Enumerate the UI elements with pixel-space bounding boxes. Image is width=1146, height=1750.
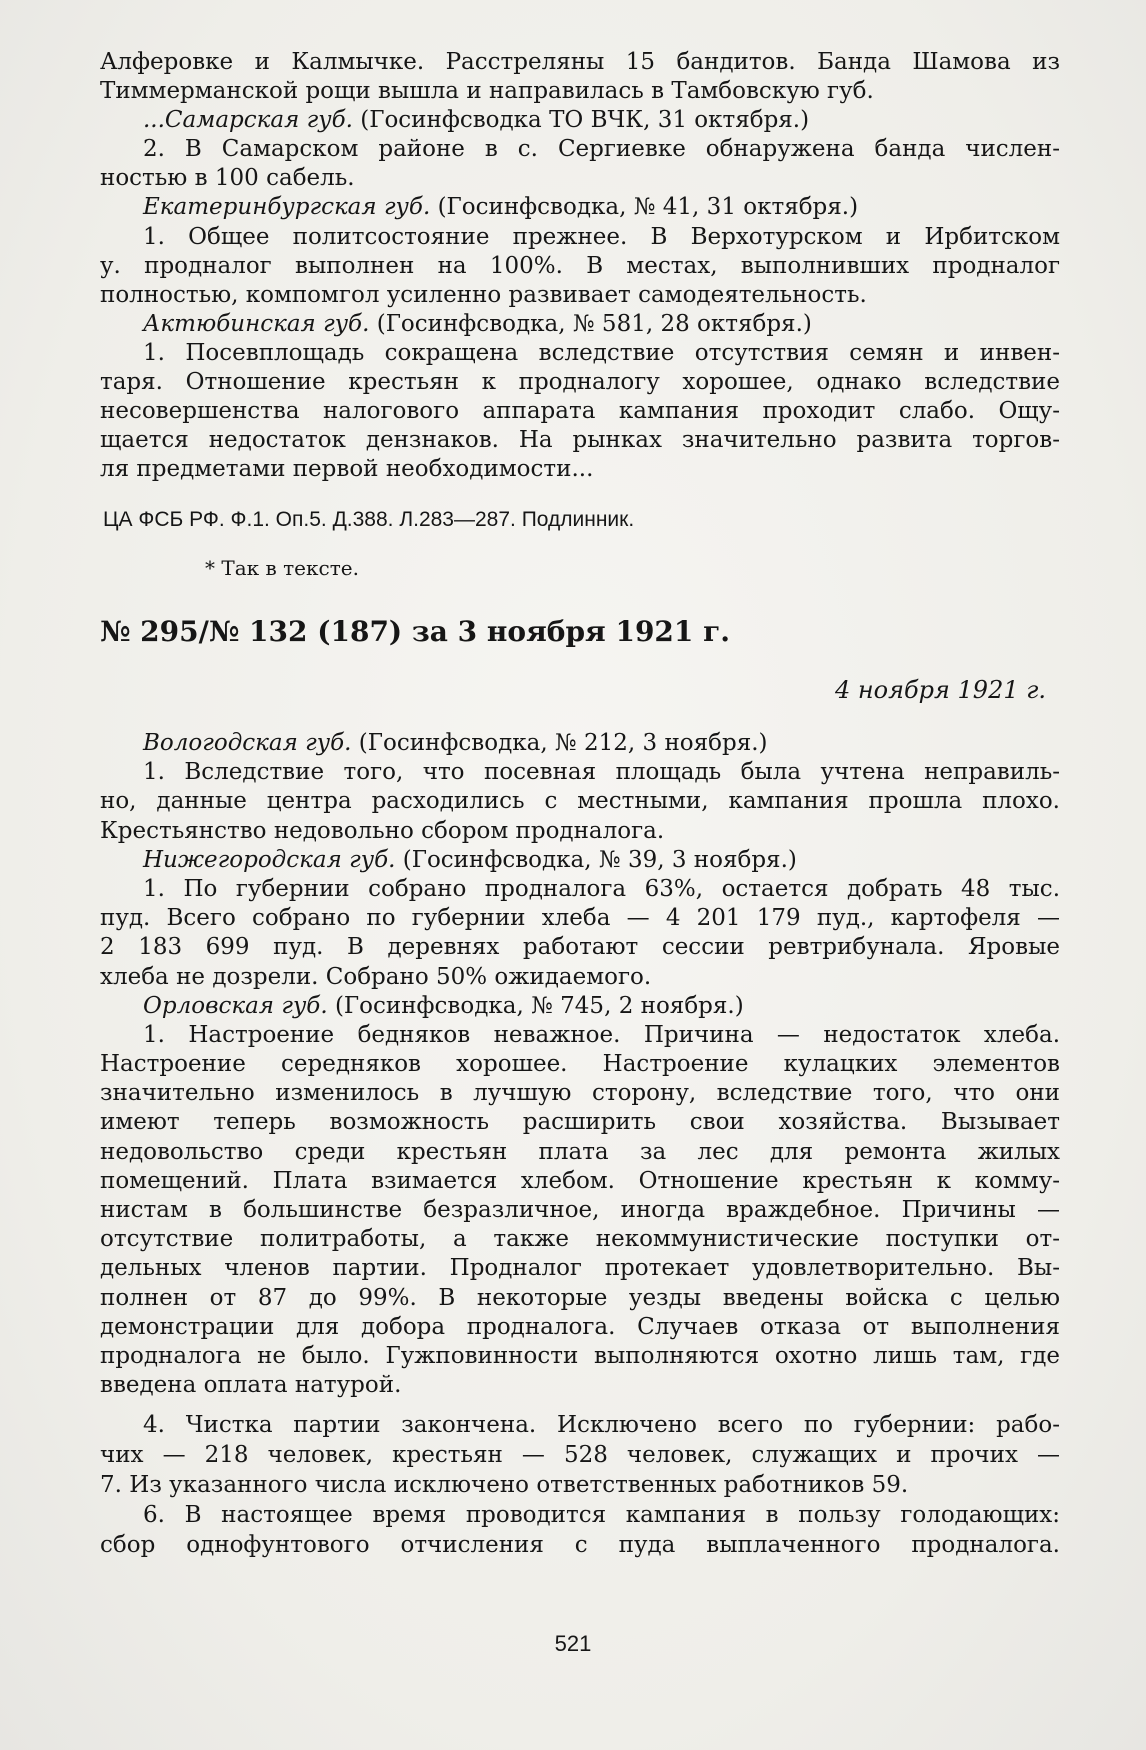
text-line: 1. Настроение бедняков неважное. Причина — недостаток хлеба. — [143, 1021, 1060, 1048]
document-body-continued — [100, 1410, 1060, 1560]
text-line: полностью, компомгол усиленно развивает самодеятельность. — [100, 281, 867, 308]
text-line: хлеба не дозрели. Собрано 50% ожидаемого. — [100, 963, 652, 990]
archive-reference: ЦА ФСБ РФ. Ф.1. Оп.5. Д.388. Л.283—287. Подлинник. — [103, 508, 635, 531]
document-heading: № 295/№ 132 (187) за 3 ноября 1921 г. — [100, 615, 731, 648]
region-source-line — [100, 106, 1060, 135]
text-line: щается недостаток дензнаков. На рынках значительно развита торгов- — [100, 427, 1060, 454]
region-name: Орловская губ. — [143, 992, 328, 1019]
text-line: 7. Из указанного числа исключено ответственных работников 59. — [100, 1472, 909, 1498]
text-line: у. продналог выполнен на 100%. В местах, выполнивших продналог — [100, 252, 1060, 279]
text-line: 1. По губернии собрано продналога 63%, остается добрать 48 тыс. — [143, 875, 1060, 902]
text-line: полнен от 87 до 99%. В некоторые уезды введены войска с целью — [100, 1284, 1060, 1311]
text-line: демонстрации для добора продналога. Случаев отказа от выполнения — [100, 1313, 1060, 1340]
region-source-line — [100, 729, 1060, 758]
text-line: но, данные центра расходились с местными, кампания прошла плохо. — [100, 788, 1060, 815]
text-line: несовершенства налогового аппарата кампания проходит слабо. Ощу- — [100, 398, 1060, 425]
text-line: недовольство среди крестьян плата за лес для ремонта жилых — [100, 1138, 1060, 1165]
source-reference: (Госинфсводка ТО ВЧК, 31 октября.) — [352, 107, 810, 134]
text-line: Алферовке и Калмычке. Расстреляны 15 бандитов. Банда Шамова из — [100, 49, 1060, 75]
text-line: 2 183 699 пуд. В деревнях работают сессии ревтрибунала. Яровые — [100, 934, 1060, 961]
text-line: ля предметами первой необходимости... — [100, 456, 594, 483]
text-line: ностью в 100 сабель. — [100, 165, 355, 192]
source-reference: (Госинфсводка, № 39, 3 ноября.) — [395, 846, 797, 873]
document-date: 4 ноября 1921 г. — [834, 676, 1046, 704]
text-line: таря. Отношение крестьян к продналогу хорошее, однако вследствие — [100, 369, 1060, 396]
text-line: 1. Посевплощадь сокращена вследствие отсутствия семян и инвен- — [143, 339, 1060, 366]
source-reference: (Госинфсводка, № 41, 31 октября.) — [430, 194, 859, 221]
text-line: отсутствие политработы, а также некоммунистические поступки от- — [100, 1226, 1060, 1253]
text-line: 4. Чистка партии закончена. Исключено всего по губернии: рабо- — [143, 1412, 1060, 1438]
text-line: дельных членов партии. Продналог протекает удовлетворительно. Вы- — [100, 1255, 1060, 1282]
region-source-line — [100, 310, 1060, 339]
region-name: Актюбинская губ. — [143, 310, 370, 337]
text-line: Крестьянство недовольно сбором продналога. — [100, 817, 665, 844]
source-reference: (Госинфсводка, № 581, 28 октября.) — [369, 310, 812, 337]
source-reference: (Госинфсводка, № 212, 3 ноября.) — [351, 730, 768, 756]
region-name: Вологодская губ. — [143, 730, 352, 756]
text-line: 6. В настоящее время проводится кампания в пользу голодающих: — [143, 1502, 1060, 1528]
text-line: Настроение середняков хорошее. Настроение кулацких элементов — [100, 1051, 1060, 1078]
text-line: пуд. Всего собрано по губернии хлеба — 4 201 179 пуд., картофеля — — [100, 905, 1060, 932]
text-line: чих — 218 человек, крестьян — 528 человек, служащих и прочих — — [100, 1442, 1060, 1468]
text-line: имеют теперь возможность расширить свои хозяйства. Вызывает — [100, 1109, 1060, 1136]
text-line: помещений. Плата взимается хлебом. Отношение крестьян к комму- — [100, 1167, 1060, 1194]
continued-text-block — [100, 48, 1060, 484]
region-name: Екатеринбургская губ. — [143, 194, 431, 221]
text-line: 1. Вследствие того, что посевная площадь была учтена неправиль- — [143, 759, 1060, 786]
text-line: 1. Общее политсостояние прежнее. В Верхотурском и Ирбитском — [143, 223, 1060, 250]
text-line: сбор однофунтового отчисления с пуда выплаченного продналога. — [100, 1532, 1060, 1558]
text-line: значительно изменилось в лучшую сторону, вследствие того, что они — [100, 1080, 1060, 1107]
text-line: нистам в большинстве безразличное, иногда враждебное. Причины — — [100, 1197, 1060, 1223]
region-source-line — [100, 193, 1060, 222]
footnote: * Так в тексте. — [205, 556, 359, 580]
region-name: Нижегородская губ. — [143, 846, 396, 873]
source-reference: (Госинфсводка, № 745, 2 ноября.) — [327, 992, 744, 1019]
region-source-line — [100, 992, 1060, 1021]
region-source-line — [100, 846, 1060, 875]
text-line: 2. В Самарском районе в с. Сергиевке обнаружена банда числен- — [143, 136, 1060, 163]
text-line: введена оплата натурой. — [100, 1372, 402, 1399]
document-body — [100, 729, 1060, 1400]
region-name: ...Самарская губ. — [143, 107, 353, 134]
text-line: Тиммерманской рощи вышла и направилась в Тамбовскую губ. — [100, 78, 874, 105]
page-number: 521 — [554, 1631, 592, 1656]
text-line: продналога не было. Гужповинности выполняются охотно лишь там, где — [100, 1342, 1060, 1369]
